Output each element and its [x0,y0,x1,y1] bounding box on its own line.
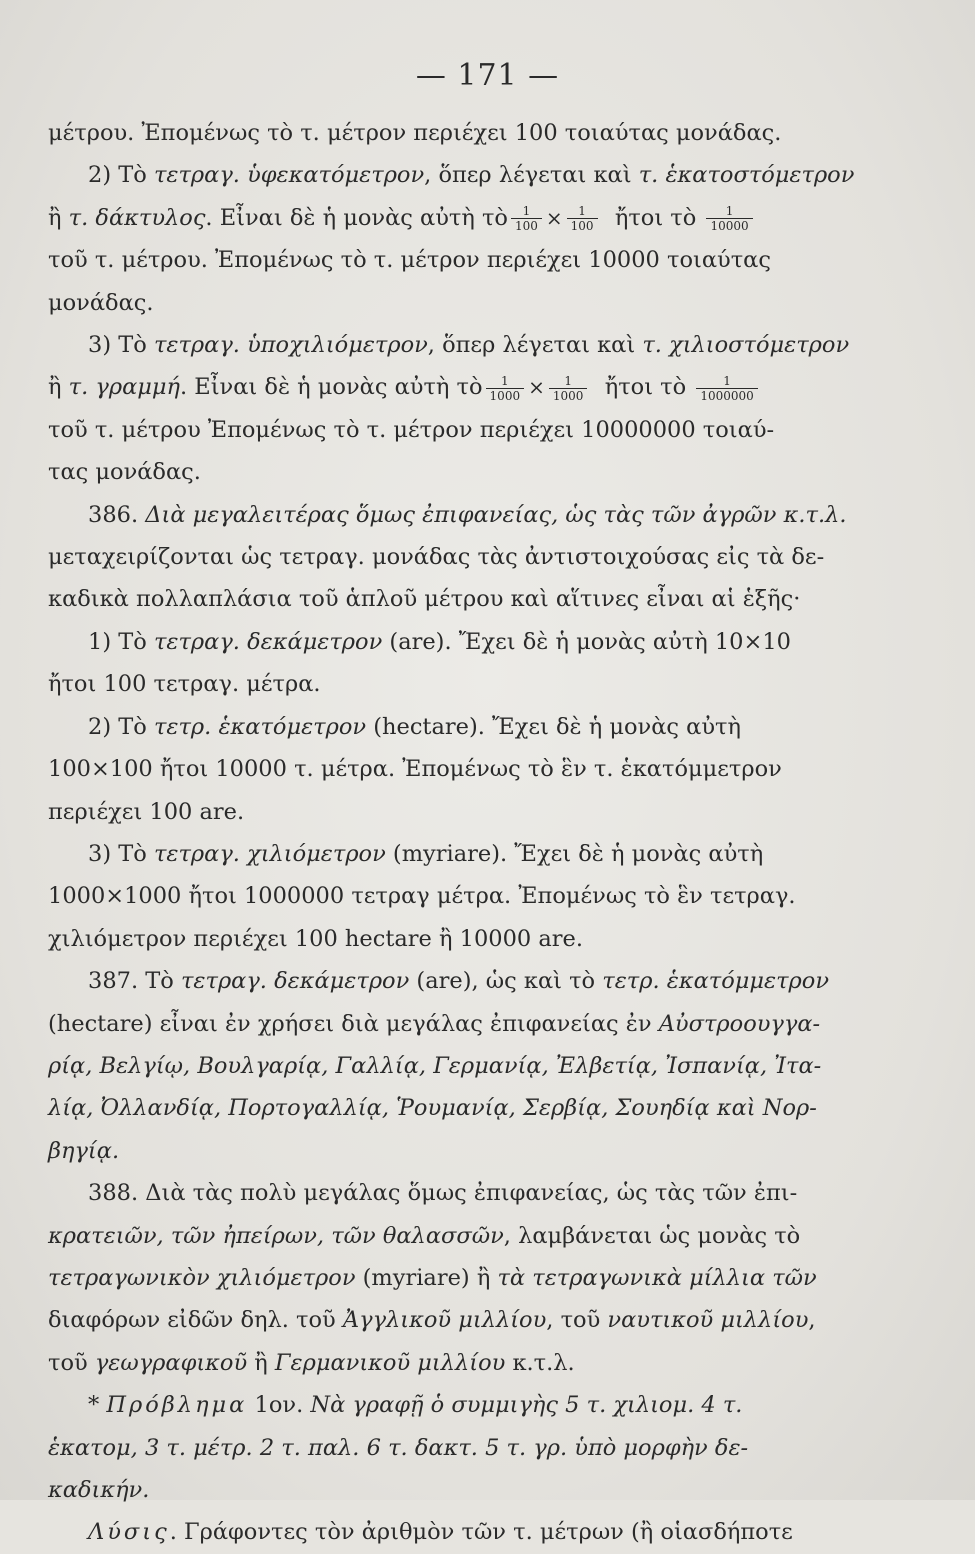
term: τετρ. ἑκατόμμετρον [602,968,830,995]
term: τ. ἑκατοστόμετρον [638,162,855,189]
text-run: 3) Τὸ [88,332,154,359]
text-line [48,621,890,663]
fraction-denominator: 100 [514,219,538,234]
text-line [48,1215,890,1257]
text-run: , τοῦ [546,1307,608,1334]
text-line: μονάδας. [48,289,154,316]
text-run: (are). Ἔχει δὲ ἡ μονὰς αὐτὴ 10×10 [382,628,791,655]
fraction-denominator: 100 [570,219,594,234]
term: τετραγωνικὸν χιλιόμετρον [48,1264,356,1291]
text-run: , ὅπερ λέγεται καὶ [427,332,643,359]
fraction-denominator: 10000 [710,219,749,234]
text-run: διαφόρων εἰδῶν δηλ. τοῦ [48,1307,343,1334]
solution-label: Λύσις [88,1519,170,1546]
text-run: , λαμβάνεται ὡς μονὰς τὸ [503,1222,801,1249]
fraction [706,204,752,233]
text-line: τας μονάδας. [48,459,201,486]
text-line [48,1045,890,1087]
body-text [48,112,890,1554]
text-line [48,494,890,536]
fraction-denominator: 1000 [552,388,584,403]
text-line: τοῦ τ. μέτρου. Ἐπομένως τὸ τ. μέτρον περιέχει 10000 τοιαύτας [48,247,771,274]
text-line [48,1427,890,1469]
text-line: μέτρου. Ἐπομένως τὸ τ. μέτρον περιέχει 100 τοιαύτας μονάδας. [48,120,782,146]
term: τὰ τετραγωνικὰ μίλλια τῶν [497,1264,817,1291]
text-line [48,1130,890,1172]
term: τετραγ. ὑφεκατόμετρον [153,162,425,189]
fraction [511,204,542,233]
term: Διὰ μεγαλειτέρας ὅμως ἐπιφανείας, ὡς τὰς τῶν ἀγρῶν κ.τ.λ. [145,501,847,528]
fraction-numerator: 1 [486,374,525,389]
problem-label: Πρόβλημα [106,1392,248,1419]
text-run: (are), ὡς καὶ τὸ [409,968,603,995]
text-line: 1000×1000 ἤτοι 1000000 τετραγ μέτρα. Ἐπομένως τὸ ἓν τετραγ. [48,883,796,910]
text-line: περιέχει 100 are. [48,798,245,825]
fraction [549,374,588,403]
country-name: Αὐστροουγγα- [658,1010,821,1037]
fraction-denominator: 1000000 [700,388,754,403]
term: τετραγ. δεκάμετρον [153,628,383,655]
text-line [48,366,890,408]
term: τετραγ. δεκάμετρον [180,968,410,995]
text-line [48,833,890,875]
term: Ἀγγλικοῦ μιλλίου [342,1307,547,1334]
times-sign: × [528,375,545,400]
fraction-numerator: 1 [511,204,542,219]
problem-text: καδικήν. [48,1477,150,1503]
text-line [48,1087,890,1129]
term: τετρ. ἑκατόμετρον [153,713,367,740]
text-run: (myriare). Ἔχει δὲ ἡ μονὰς αὐτὴ [385,840,764,867]
text-line [48,960,890,1002]
term: γεωγραφικοῦ [94,1349,248,1376]
text-run: ἢ [48,374,69,401]
text-line: τοῦ τ. μέτρου Ἐπομένως τὸ τ. μέτρον περιέχει 10000000 τοιαύ- [48,416,775,443]
text-line [48,324,890,366]
fraction-numerator: 1 [696,374,757,389]
text-line [48,197,890,239]
text-line: καδικὰ πολλαπλάσια τοῦ ἁπλοῦ μέτρου καὶ αἵτινες εἶναι αἱ ἑξῆς· [48,586,801,613]
text-run: . Εἶναι δὲ ἡ μονὰς αὐτὴ τὸ [205,204,508,231]
asterisk: * [88,1392,107,1419]
text-run: ἢ [48,204,69,231]
text-line: ἤτοι 100 τετραγ. μέτρα. [48,671,321,698]
country-name: βηγίᾳ. [48,1137,120,1164]
problem-text: Νὰ γραφῇ ὁ συμμιγὴς 5 τ. χιλιομ. 4 τ. [310,1392,743,1419]
text-run: (hectare). Ἔχει δὲ ἡ μονὰς αὐτὴ [366,713,741,740]
text-run: 1) Τὸ [88,628,154,655]
problem-text: ἑκατομ, 3 τ. μέτρ. 2 τ. παλ. 6 τ. δακτ. 5 τ. γρ. ὑπὸ μορφὴν δε- [48,1434,749,1461]
country-names: λίᾳ, Ὀλλανδίᾳ, Πορτογαλλίᾳ, Ῥουμανίᾳ, Σερβίᾳ, Σουηδίᾳ καὶ Νορ- [48,1095,817,1122]
text-run: ἤτοι τὸ [604,374,687,401]
text-line [48,1384,890,1426]
text-line [48,706,890,748]
text-run: τοῦ [48,1349,95,1376]
text-run: ἢ [247,1349,275,1376]
fraction [486,374,525,403]
text-line [48,1469,890,1511]
text-run: κ.τ.λ. [505,1349,575,1376]
text-run: 2) Τὸ [88,162,154,189]
section-number: 386. [88,501,146,528]
fraction-numerator: 1 [567,204,598,219]
text-line [48,1299,890,1341]
fraction [567,204,598,233]
fraction-numerator: 1 [706,204,752,219]
text-run: . Εἶναι δὲ ἡ μονὰς αὐτὴ τὸ [180,374,483,401]
fraction-numerator: 1 [549,374,588,389]
text-run: (hectare) εἶναι ἐν χρήσει διὰ μεγάλας ἐπιφανείας ἐν [48,1010,659,1037]
fraction-denominator: 1000 [489,388,521,403]
term: ναυτικοῦ μιλλίου [607,1307,809,1334]
text-line [48,1511,890,1553]
text-line: μεταχειρίζονται ὡς τετραγ. μονάδας τὰς ἀντιστοιχούσας εἰς τὰ δε- [48,544,825,571]
term: Γερμανικοῦ μιλλίου [274,1349,506,1376]
term: τ. γραμμή [68,374,180,401]
text-line: 100×100 ἤτοι 10000 τ. μέτρα. Ἐπομένως τὸ ἓν τ. ἑκατόμμετρον [48,756,782,783]
text-line [48,1257,890,1299]
text-run: 1ον. [247,1392,311,1419]
text-line: 388. Διὰ τὰς πολὺ μεγάλας ὅμως ἐπιφανείας, ὡς τὰς τῶν ἐπι- [88,1180,798,1207]
text-run: 387. Τὸ [88,968,181,995]
term: τ. χιλιοστόμετρον [642,332,850,359]
text-line [48,1342,890,1384]
text-run: 3) Τὸ [88,840,154,867]
country-names: ρίᾳ, Βελγίῳ, Βουλγαρίᾳ, Γαλλίᾳ, Γερμανίᾳ, Ἐλβετίᾳ, Ἰσπανίᾳ, Ἰτα- [48,1052,822,1079]
term: τετραγ. ὑποχιλιόμετρον [153,332,428,359]
text-line: χιλιόμετρον περιέχει 100 hectare ἢ 10000 are. [48,925,584,952]
text-run: . Γράφοντες τὸν ἀριθμὸν τῶν τ. μέτρων (ἢ οἱασδήποτε [169,1519,793,1546]
text-run: 2) Τὸ [88,713,154,740]
term: κρατειῶν, τῶν ἠπείρων, τῶν θαλασσῶν [48,1222,504,1249]
text-run: , ὅπερ λέγεται καὶ [424,162,639,189]
term: τ. δάκτυλος [68,204,206,231]
page-number: — 171 — [415,58,560,93]
fraction [696,374,757,403]
text-run: , [808,1307,816,1334]
text-line [48,154,890,196]
text-run: ἤτοι τὸ [614,204,697,231]
term: τετραγ. χιλιόμετρον [153,840,386,867]
text-run: (myriare) ἢ [355,1264,498,1291]
times-sign: × [545,205,563,230]
text-line [48,1003,890,1045]
